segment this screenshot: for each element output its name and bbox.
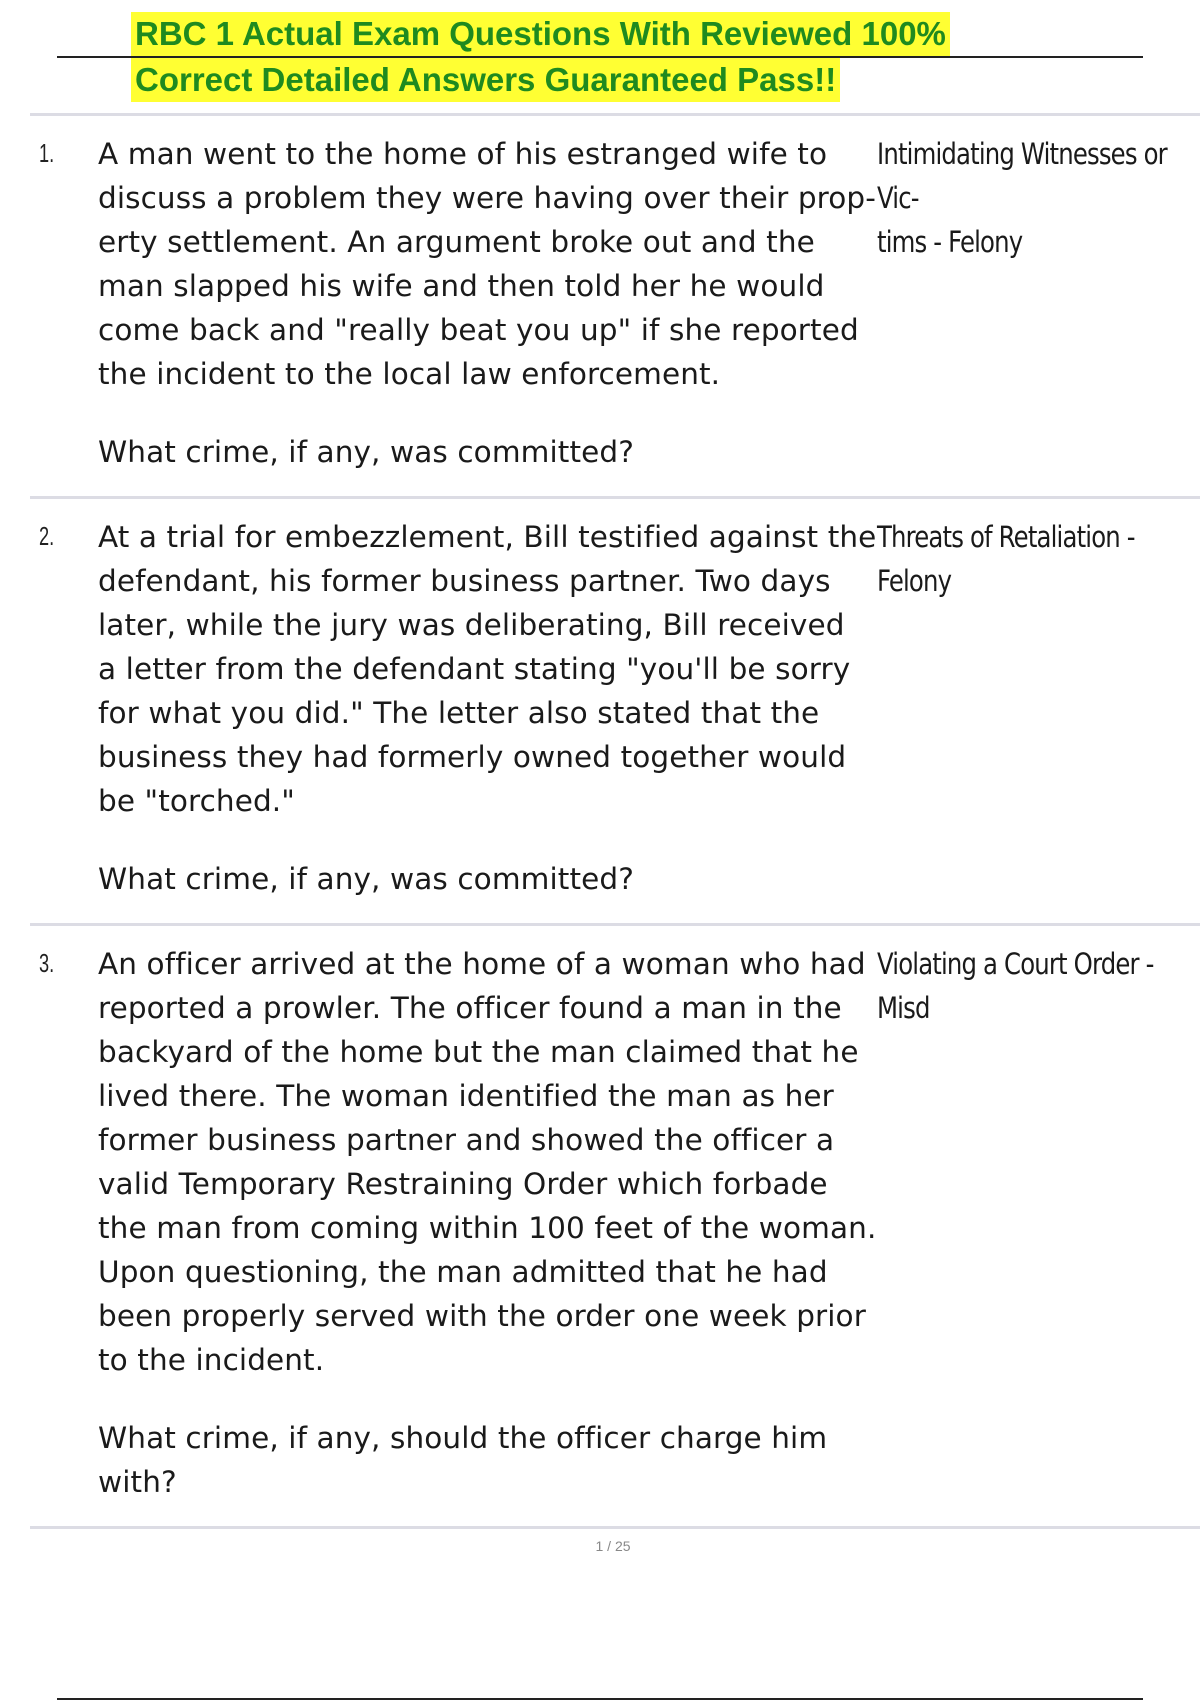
question-number: 2. (39, 521, 55, 551)
question-prompt: What crime, if any, should the officer charge him with? (98, 1421, 828, 1499)
answer-text: Threats of Retaliation - Felony (877, 520, 1135, 598)
row-divider (30, 1526, 1200, 1529)
question-number: 1. (39, 138, 55, 168)
question-prompt: What crime, if any, was committed? (98, 435, 634, 469)
question-number: 3. (39, 948, 55, 978)
question-text: A man went to the home of his estranged wife to discuss a problem they were having over their prop- erty settlement. An argument broke out and the man slapped his wife and then told her he would come back and "really beat you up" if she reported the incident to the local law enforcement. (98, 137, 876, 391)
document-title-line-1: RBC 1 Actual Exam Questions With Reviewed 100% (131, 12, 950, 56)
qa-item-2 (30, 499, 1200, 923)
question-body (98, 499, 898, 923)
qa-list (30, 113, 1200, 1529)
answer-text: Violating a Court Order - Misd (877, 947, 1154, 1025)
page-number: 1 / 25 (595, 1538, 631, 1554)
question-text: An officer arrived at the home of a woman who had reported a prowler. The officer found a man in the backyard of the home but the man claimed that he lived there. The woman identified the man as her former business partner and showed the officer a valid Temporary Restraining Order which forbade the man from coming within 100 feet of the woman. Upon questioning, the man admitted that he had been properly served with the order one week prior to the incident. (98, 947, 877, 1377)
document-title-line-2: Correct Detailed Answers Guaranteed Pass!! (131, 58, 840, 102)
qa-item-1 (30, 116, 1200, 496)
question-body (98, 116, 898, 496)
answer-text: Intimidating Witnesses or Vic- tims - Felony (877, 137, 1167, 259)
document-header (0, 0, 1200, 110)
question-text: At a trial for embezzlement, Bill testified against the defendant, his former business partner. Two days later, while the jury was deliberating, Bill received a letter from the defendant stating "you'll be sorry for what you did." The letter also stated that the business they had formerly owned together would be "torched." (98, 520, 877, 818)
qa-item-3 (30, 926, 1200, 1526)
question-body (98, 926, 898, 1526)
question-prompt: What crime, if any, was committed? (98, 862, 634, 896)
